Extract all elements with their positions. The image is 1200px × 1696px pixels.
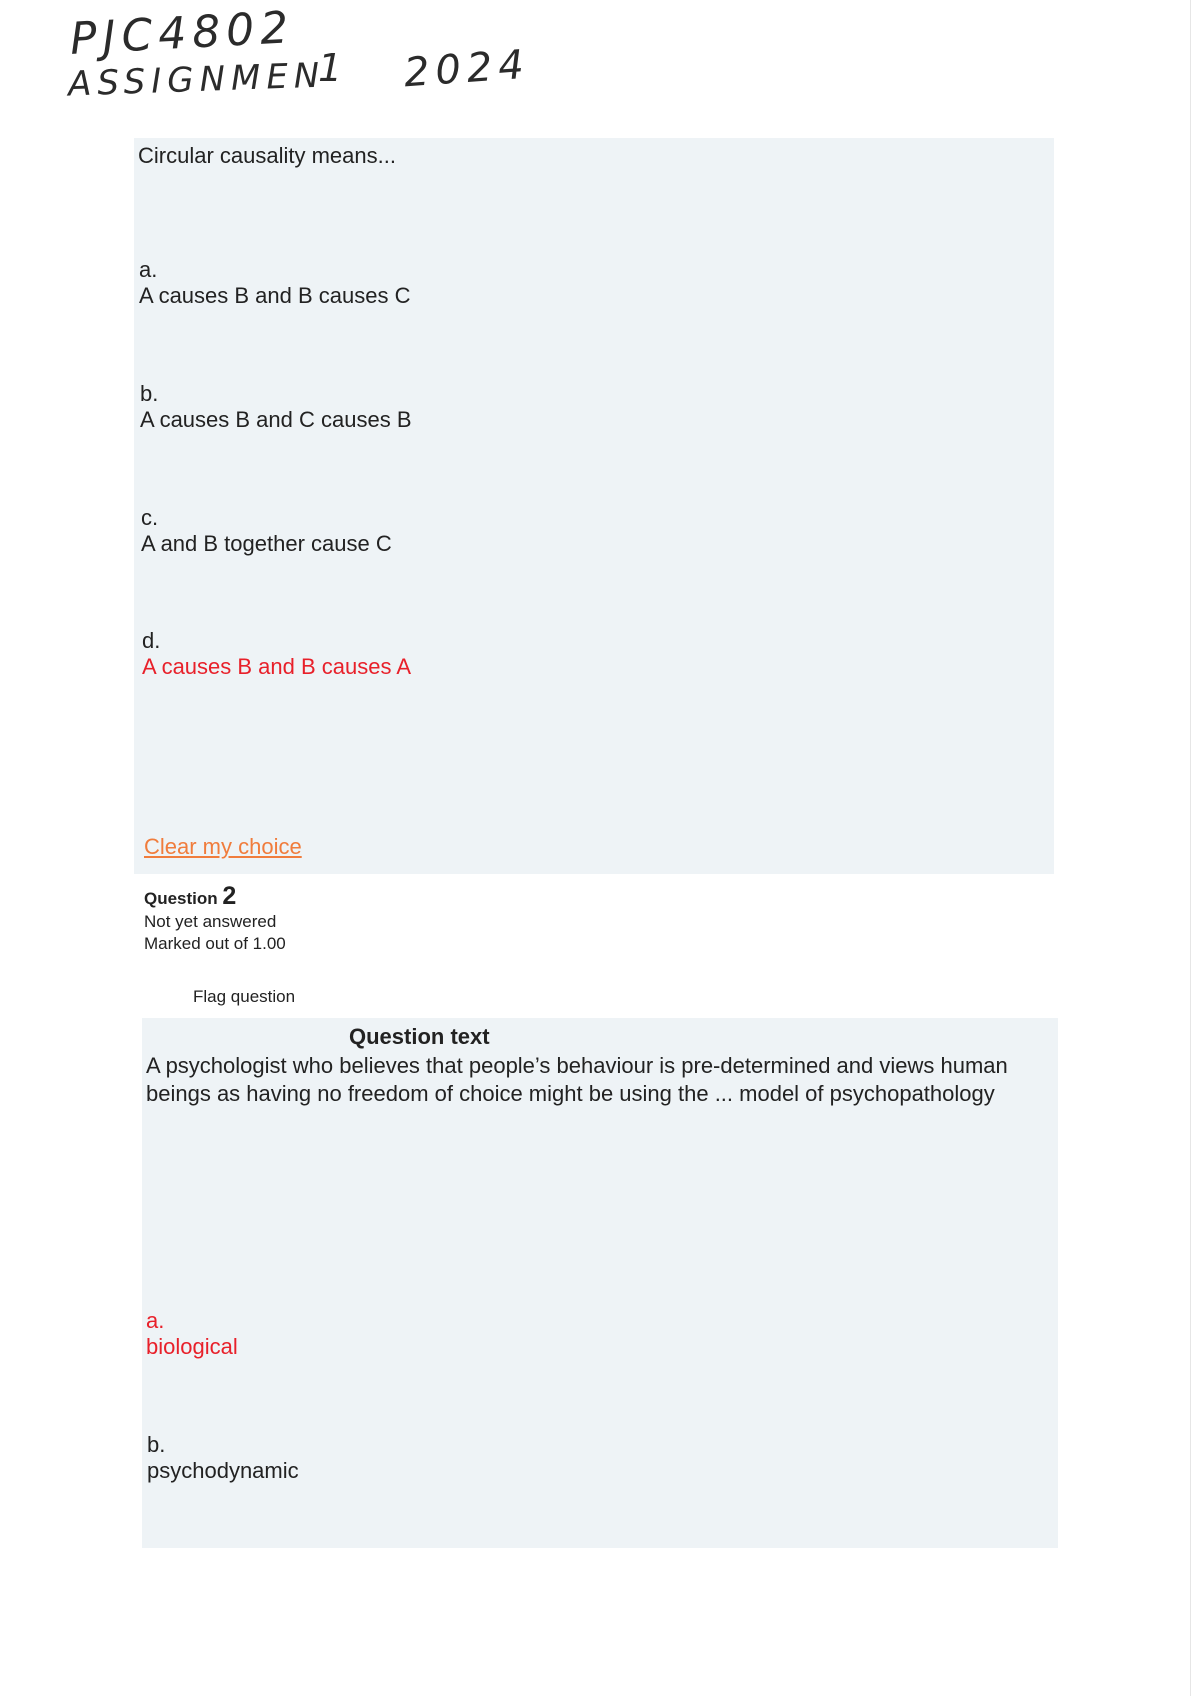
handwritten-assignment: ASSIGNMEN: [67, 55, 326, 105]
q2-option-b-text[interactable]: psychodynamic: [147, 1458, 299, 1483]
flag-question-link[interactable]: Flag question: [193, 987, 296, 1006]
q1-option-c-text[interactable]: A and B together cause C: [141, 531, 392, 556]
question1-panel: [134, 138, 1054, 874]
handwritten-year: 2024: [402, 41, 532, 97]
question-text-heading: Question text: [349, 1024, 490, 1049]
q1-option-c-label[interactable]: c.: [141, 505, 159, 530]
question2-text: A psychologist who believes that people’s behaviour is pre-determined and views human beings as having no freedom of choice might be using the ... model of psychopathology: [146, 1053, 1008, 1106]
question2-number: 2: [222, 882, 237, 910]
handwritten-assignment-number: 1: [318, 46, 349, 90]
q1-option-d-label[interactable]: d.: [142, 628, 161, 653]
q2-option-b-label[interactable]: b.: [147, 1432, 166, 1457]
q1-option-b-label[interactable]: b.: [140, 381, 159, 406]
clear-choice-link[interactable]: Clear my choice: [144, 834, 302, 859]
q1-option-b-text[interactable]: A causes B and C causes B: [140, 407, 412, 432]
handwritten-course-code: PJC4802: [68, 2, 296, 65]
q2-option-a-label[interactable]: a.: [146, 1308, 165, 1333]
q1-option-a-label[interactable]: a.: [139, 257, 158, 282]
question1-text: Circular causality means...: [138, 143, 396, 168]
question2-label-word: Question: [144, 889, 218, 908]
question2-label: [144, 882, 236, 913]
q1-option-d-text[interactable]: A causes B and B causes A: [142, 654, 412, 679]
q1-option-a-text[interactable]: A causes B and B causes C: [139, 283, 411, 308]
q2-option-a-text[interactable]: biological: [146, 1334, 238, 1359]
question2-marks: Marked out of 1.00: [144, 934, 286, 953]
question2-status: Not yet answered: [144, 912, 277, 931]
page-edge: [1190, 0, 1191, 1696]
